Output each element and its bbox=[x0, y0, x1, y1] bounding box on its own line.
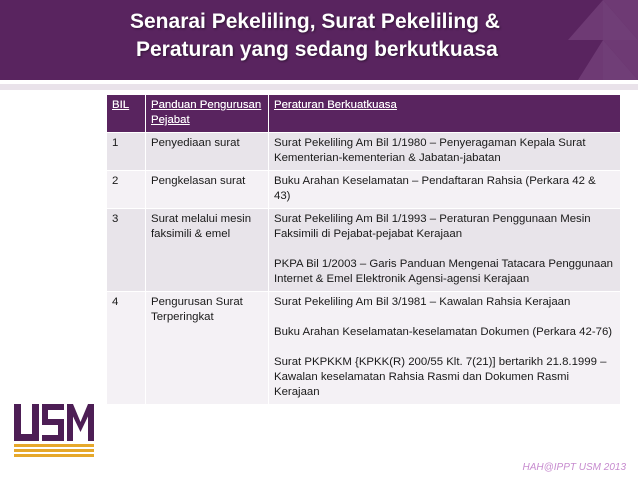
title-banner bbox=[0, 0, 638, 80]
col-header-panduan: Panduan Pengurusan Pejabat bbox=[146, 95, 269, 133]
col-header-peraturan: Peraturan Berkuatkuasa bbox=[269, 95, 621, 133]
title-line-1: Senarai Pekeliling, Surat Pekeliling & bbox=[130, 10, 500, 33]
regulation-text: Buku Arahan Keselamatan – Pendaftaran Rahsia (Perkara 42 & 43) bbox=[274, 175, 596, 202]
title-line-2: Peraturan yang sedang berkutkuasa bbox=[136, 38, 498, 61]
regulation-text: Surat Pekeliling Am Bil 1/1980 – Penyeragaman Kepala Surat Kementerian-kementerian & Jabatan-jabatan bbox=[274, 137, 586, 164]
regulation-text: Surat Pekeliling Am Bil 3/1981 – Kawalan Rahsia Kerajaan bbox=[274, 296, 571, 308]
cell-panduan: Pengurusan Surat Terperingkat bbox=[146, 292, 269, 405]
cell-panduan: Pengkelasan surat bbox=[146, 171, 269, 209]
table-row bbox=[107, 171, 621, 209]
header-divider-shadow bbox=[0, 84, 638, 90]
regulation-text: Surat PKPKKM {KPKK(R) 200/55 Klt. 7(21)] bertarikh 21.8.1999 – Kawalan keselamatan Rahsia Rasmi dan Dokumen Rasmi Kerajaan bbox=[274, 356, 607, 398]
usm-logo bbox=[12, 398, 96, 460]
table-row bbox=[107, 133, 621, 171]
cell-peraturan bbox=[269, 133, 621, 171]
cell-bil: 1 bbox=[107, 133, 146, 171]
table-row bbox=[107, 292, 621, 405]
cell-bil: 3 bbox=[107, 209, 146, 292]
cell-panduan: Penyediaan surat bbox=[146, 133, 269, 171]
table-header-row bbox=[107, 95, 621, 133]
cell-bil: 4 bbox=[107, 292, 146, 405]
cell-peraturan bbox=[269, 209, 621, 292]
regulation-table bbox=[106, 94, 621, 405]
cell-peraturan bbox=[269, 171, 621, 209]
col-header-bil: BIL bbox=[107, 95, 146, 133]
decorative-triangles-icon bbox=[568, 0, 638, 80]
cell-panduan: Surat melalui mesin faksimili & emel bbox=[146, 209, 269, 292]
table-row bbox=[107, 209, 621, 292]
cell-peraturan bbox=[269, 292, 621, 405]
regulation-text: PKPA Bil 1/2003 – Garis Panduan Mengenai Tatacara Penggunaan Internet & Emel Elektronik Agensi-agensi Kerajaan bbox=[274, 258, 614, 285]
regulation-text: Surat Pekeliling Am Bil 1/1993 – Peraturan Penggunaan Mesin Faksimili di Pejabat-pejabat Kerajaan bbox=[274, 213, 591, 240]
page-title bbox=[130, 8, 620, 64]
cell-bil: 2 bbox=[107, 171, 146, 209]
footer-credit: HAH@IPPT USM 2013 bbox=[522, 462, 626, 473]
regulation-text: Buku Arahan Keselamatan-keselamatan Dokumen (Perkara 42-76) bbox=[274, 326, 613, 338]
